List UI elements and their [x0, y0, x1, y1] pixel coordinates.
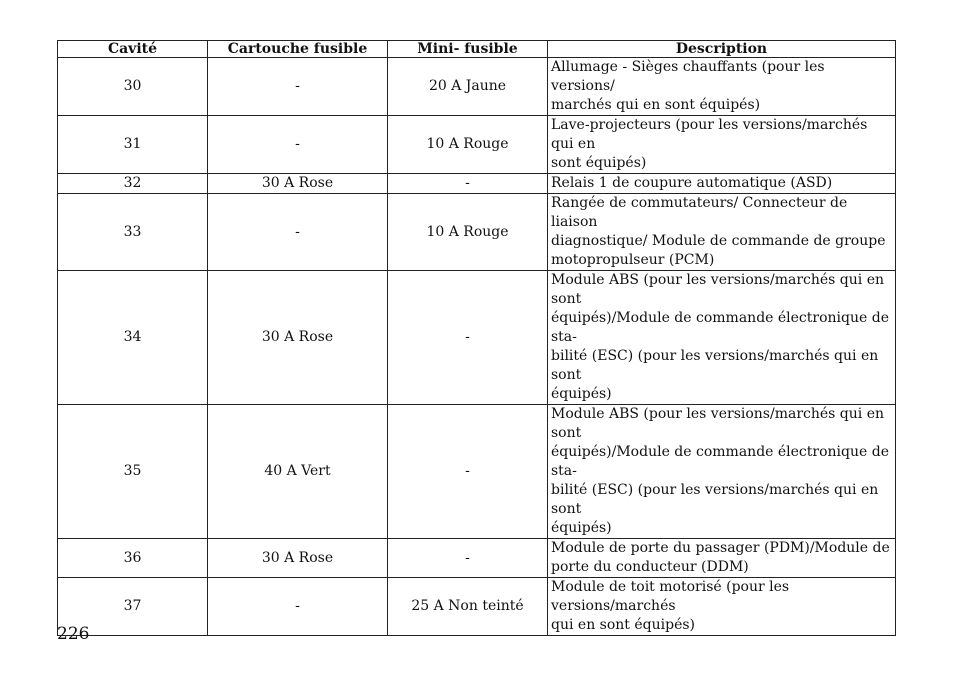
cell-mini: 10 A Rouge: [388, 116, 548, 174]
page-number: 226: [57, 624, 90, 644]
cell-description: Rangée de commutateurs/ Connecteur de liaison diagnostique/ Module de commande de groupe motopropulseur (PCM): [548, 194, 896, 271]
cell-description: Module de porte du passager (PDM)/Module de porte du conducteur (DDM): [548, 539, 896, 578]
cell-cavite: 36: [58, 539, 208, 578]
cell-cartouche: 30 A Rose: [208, 539, 388, 578]
cell-description: Lave-projecteurs (pour les versions/marchés qui en sont équipés): [548, 116, 896, 174]
cell-cartouche: 40 A Vert: [208, 405, 388, 539]
fuse-table: [57, 40, 896, 636]
table-row: [58, 271, 896, 405]
cell-cavite: 34: [58, 271, 208, 405]
cell-cavite: 35: [58, 405, 208, 539]
cell-cartouche: 30 A Rose: [208, 271, 388, 405]
table-row: [58, 116, 896, 174]
table-row: [58, 578, 896, 636]
cell-cavite: 31: [58, 116, 208, 174]
header-cavite: Cavité: [58, 41, 208, 58]
table-row: [58, 58, 896, 116]
header-description: Description: [548, 41, 896, 58]
table-row: [58, 194, 896, 271]
cell-description: Allumage - Sièges chauffants (pour les versions/ marchés qui en sont équipés): [548, 58, 896, 116]
cell-cartouche: -: [208, 116, 388, 174]
cell-mini: 25 A Non teinté: [388, 578, 548, 636]
cell-cavite: 37: [58, 578, 208, 636]
cell-description: Module ABS (pour les versions/marchés qui en sont équipés)/Module de commande électronique de sta- bilité (ESC) (pour les versions/marchés qui en sont équipés): [548, 405, 896, 539]
cell-cartouche: -: [208, 58, 388, 116]
cell-cartouche: -: [208, 578, 388, 636]
cell-cavite: 30: [58, 58, 208, 116]
table-row: [58, 174, 896, 194]
cell-description: Module ABS (pour les versions/marchés qui en sont équipés)/Module de commande électronique de sta- bilité (ESC) (pour les versions/marchés qui en sont équipés): [548, 271, 896, 405]
cell-mini: 20 A Jaune: [388, 58, 548, 116]
cell-cartouche: -: [208, 194, 388, 271]
cell-mini: 10 A Rouge: [388, 194, 548, 271]
cell-mini: -: [388, 271, 548, 405]
table-row: [58, 539, 896, 578]
cell-mini: -: [388, 174, 548, 194]
header-mini-fusible: Mini- fusible: [388, 41, 548, 58]
cell-mini: -: [388, 539, 548, 578]
header-row: [58, 41, 896, 58]
table-row: [58, 405, 896, 539]
header-cartouche-fusible: Cartouche fusible: [208, 41, 388, 58]
cell-cavite: 32: [58, 174, 208, 194]
cell-cavite: 33: [58, 194, 208, 271]
cell-description: Relais 1 de coupure automatique (ASD): [548, 174, 896, 194]
cell-cartouche: 30 A Rose: [208, 174, 388, 194]
cell-description: Module de toit motorisé (pour les versions/marchés qui en sont équipés): [548, 578, 896, 636]
cell-mini: -: [388, 405, 548, 539]
